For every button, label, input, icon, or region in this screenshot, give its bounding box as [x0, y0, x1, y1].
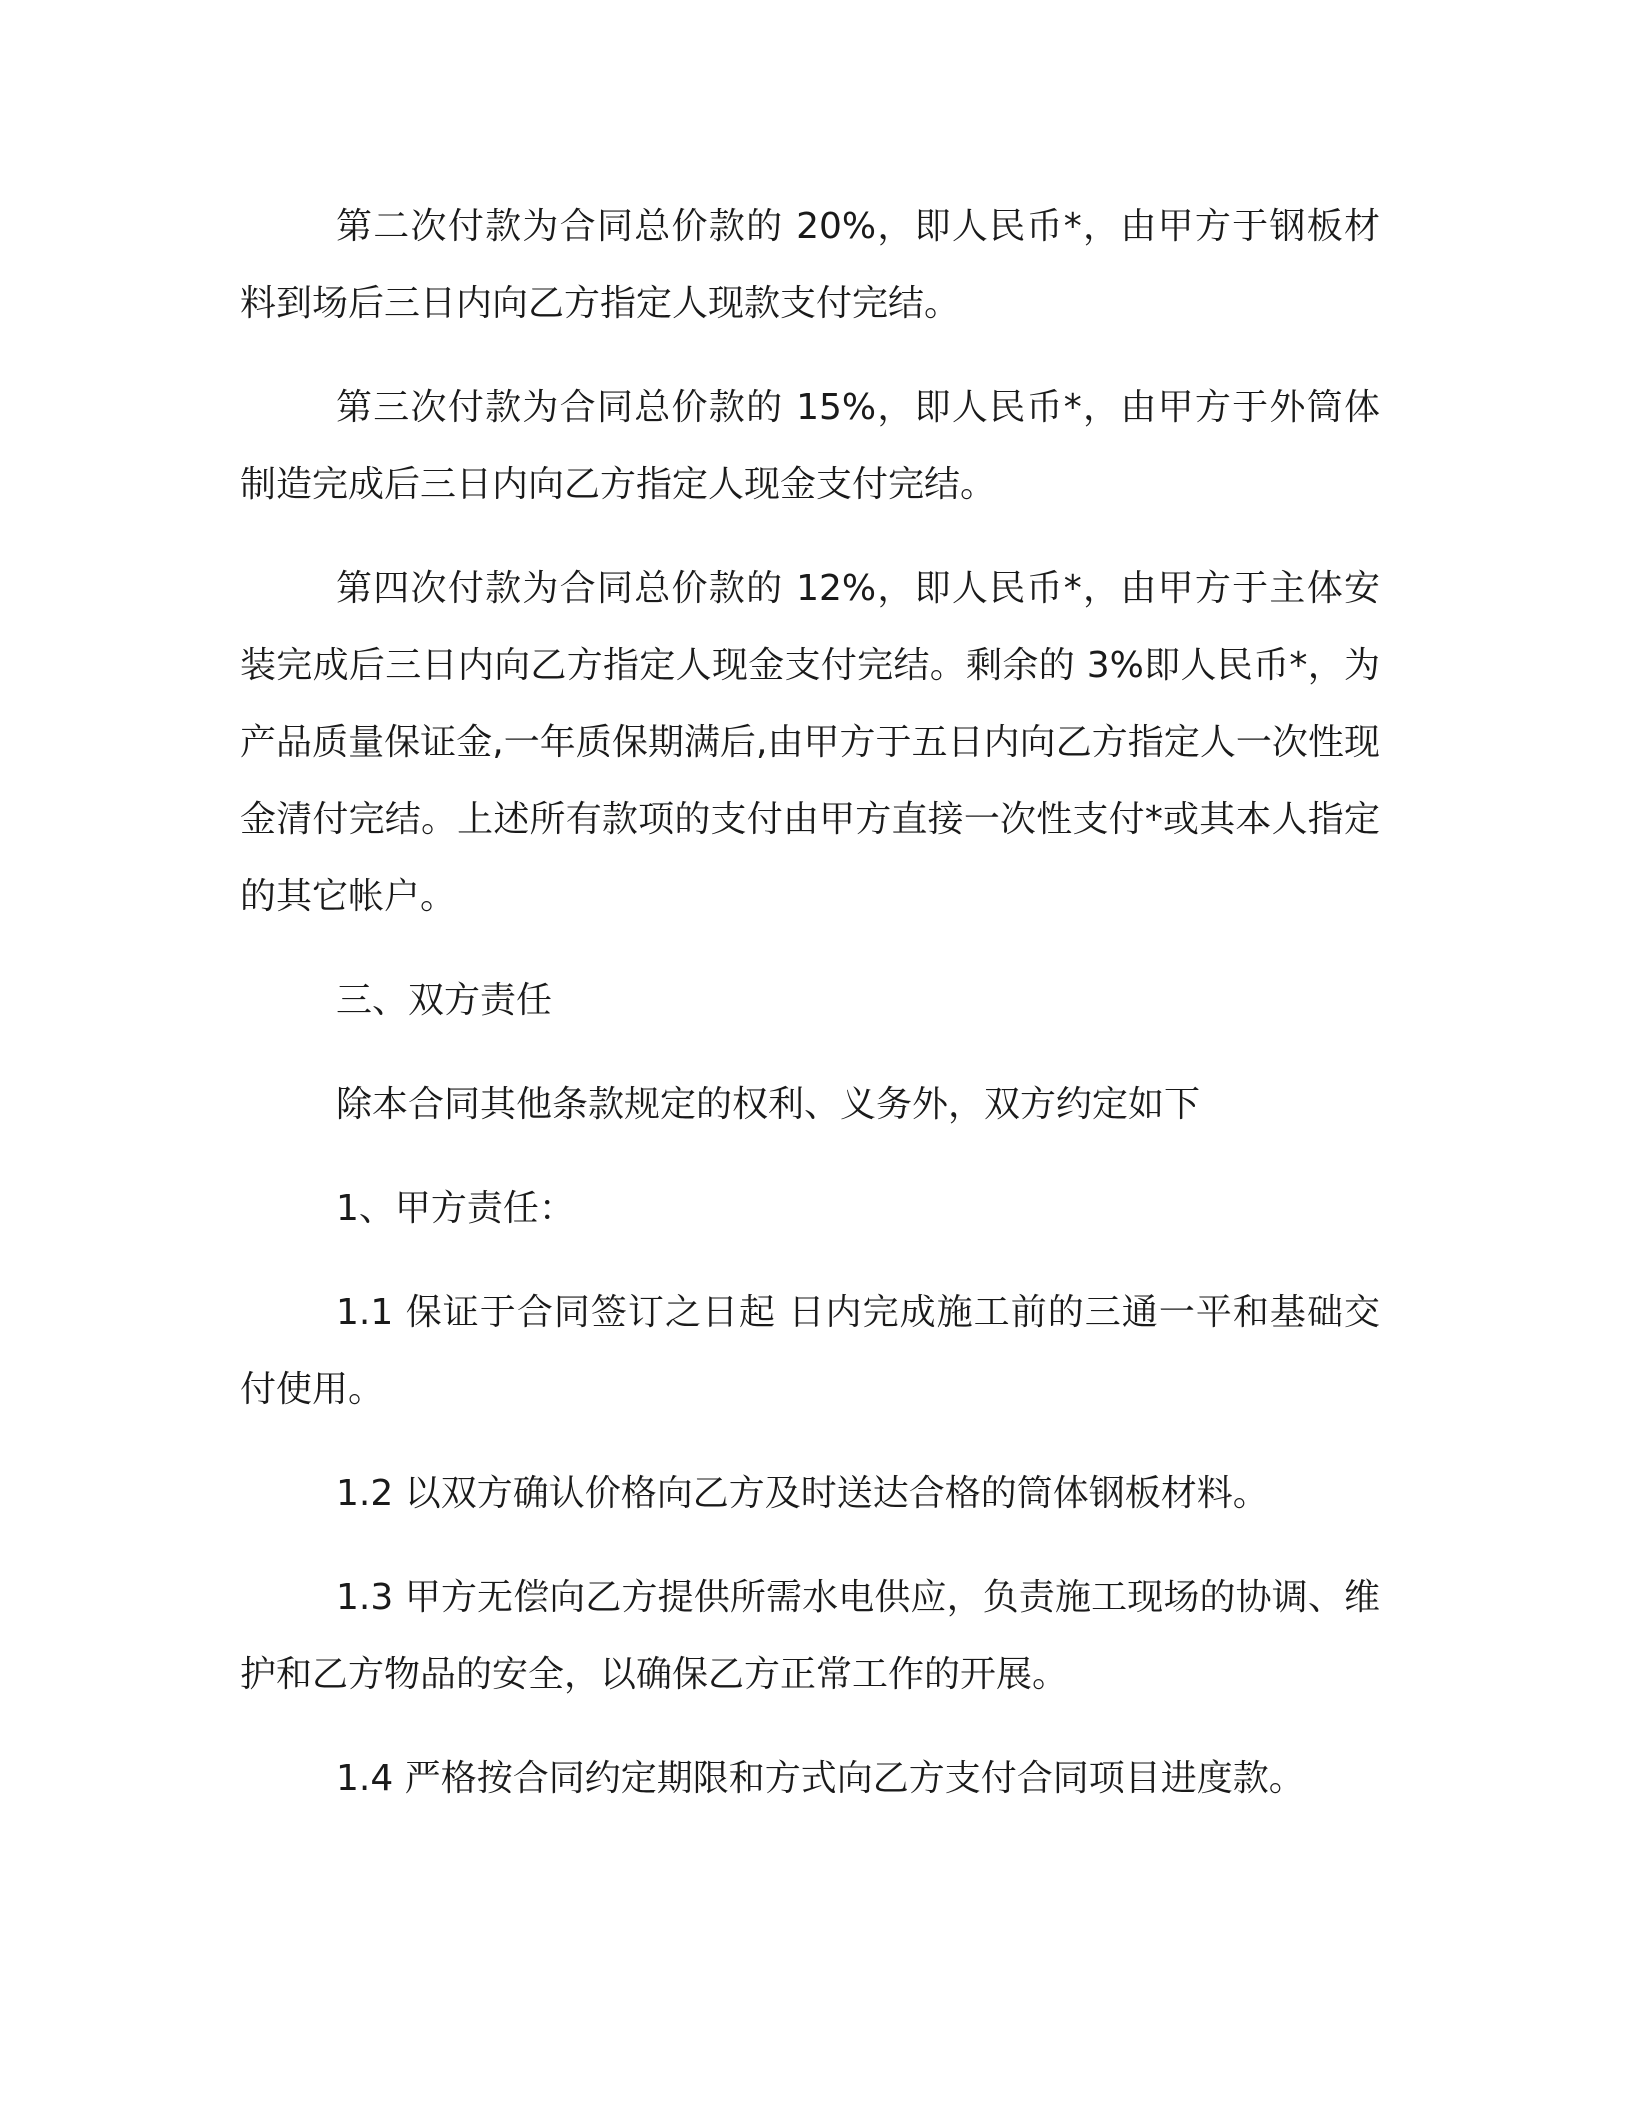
clause-1-2: 1.2 以双方确认价格向乙方及时送达合格的筒体钢板材料。: [336, 1473, 1269, 1514]
section-heading-responsibilities: 三、双方责任: [336, 980, 553, 1021]
paragraph-responsibilities-intro: 除本合同其他条款规定的权利、义务外，双方约定如下: [336, 1084, 1201, 1125]
document-body: [240, 188, 1380, 1844]
clause-1-4: 1.4 严格按合同约定期限和方式向乙方支付合同项目进度款。: [336, 1758, 1305, 1799]
paragraph-payment-3: 第三次付款为合同总价款的 15%，即人民币*，由甲方于外筒体制造完成后三日内向乙方指定人现金支付完结。: [240, 387, 1380, 505]
paragraph-payment-2: 第二次付款为合同总价款的 20%，即人民币*，由甲方于钢板材料到场后三日内向乙方指定人现款支付完结。: [240, 206, 1380, 324]
paragraph-payment-4: 第四次付款为合同总价款的 12%，即人民币*，由甲方于主体安装完成后三日内向乙方指定人现金支付完结。剩余的 3%即人民币*，为产品质量保证金,一年质保期满后,由甲方于五日内向乙方指定人一次性现金清付完结。上述所有款项的支付由甲方直接一次性支付*或其本人指定的其它帐户。: [240, 568, 1380, 917]
clause-1-1: 1.1 保证于合同签订之日起 日内完成施工前的三通一平和基础交付使用。: [240, 1292, 1380, 1410]
subheading-party-a: 1、甲方责任：: [336, 1188, 575, 1229]
clause-1-3: 1.3 甲方无偿向乙方提供所需水电供应，负责施工现场的协调、维护和乙方物品的安全，以确保乙方正常工作的开展。: [240, 1577, 1380, 1695]
